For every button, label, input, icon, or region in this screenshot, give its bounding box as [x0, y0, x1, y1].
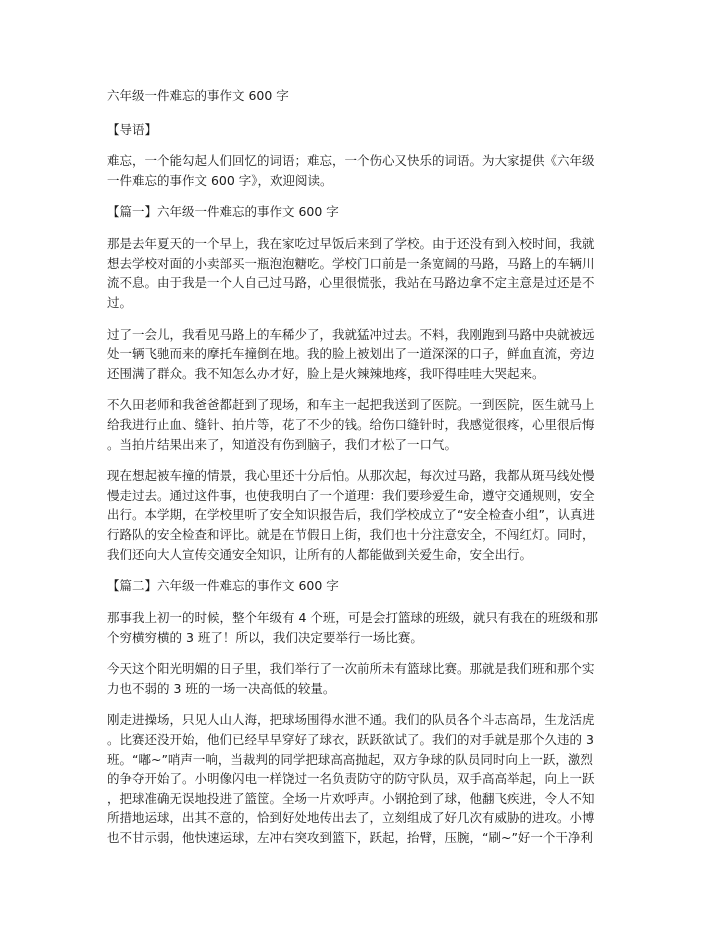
part1-heading: 【篇一】六年级一件难忘的事作文 600 字	[107, 204, 339, 220]
text-line: 刚走进操场，只见人山人海，把球场围得水泄不通。我们的队员各个斗志高昂，生龙活虎	[107, 712, 595, 728]
text-line: 行路队的安全检查和评比。就是在节假日上街，我们也十分注意安全，不闯红灯。同时，	[107, 526, 595, 542]
intro-paragraph	[107, 151, 615, 190]
part2-heading: 【篇二】六年级一件难忘的事作文 600 字	[107, 578, 339, 594]
text-line: 过了一会儿，我看见马路上的车稀少了，我就猛冲过去。不料，我刚跑到马路中央就被远	[107, 326, 595, 342]
text-line: 。比赛还没开始，他们已经早早穿好了球衣，跃跃欲试了。我们的对手就是那个久违的 3	[107, 732, 594, 748]
text-line: 出行。本学期，在学校里听了安全知识报告后，我们学校成立了“安全检查小组”，认真进	[107, 507, 595, 523]
text-line: 今天这个阳光明媚的日子里，我们举行了一次前所未有篮球比赛。那就是我们班和那个实	[107, 661, 595, 677]
document-title: 六年级一件难忘的事作文 600 字	[107, 88, 289, 103]
text-line: 还围满了群众。我不知怎么办才好，脸上是火辣辣地疼，我吓得哇哇大哭起来。	[107, 365, 545, 381]
text-line: 一件难忘的事作文 600 字》，欢迎阅读。	[107, 172, 333, 188]
text-line: 那是去年夏天的一个早上，我在家吃过早饭后来到了学校。由于还没有到入校时间，我就	[107, 236, 595, 252]
part1-paragraph-2	[107, 325, 615, 384]
text-line: 不久田老师和我爸爸都赶到了现场，和车主一起把我送到了医院。一到医院，医生就马上	[107, 397, 595, 413]
text-line: 给我进行止血、缝针、拍片等，花了不少的钱。给伤口缝针时，我感觉很疼，心里很后悔	[107, 416, 595, 432]
text-line: 想去学校对面的小卖部买一瓶泡泡糖吃。学校门口前是一条宽阔的马路，马路上的车辆川	[107, 255, 595, 271]
text-line: 流不息。由于我是一个人自己过马路，心里很慌张，我站在马路边拿不定主意是过还是不	[107, 275, 595, 291]
text-line: 所措地运球，出其不意的，恰到好处地传出去了，立刻组成了好几次有威胁的进攻。小博	[107, 810, 595, 826]
text-line: 力也不弱的 3 班的一场一决高低的较量。	[107, 680, 336, 696]
part2-paragraph-2	[107, 659, 615, 698]
part2-paragraph-3	[107, 710, 615, 847]
text-line: 的争夺开始了。小明像闪电一样饶过一名负责防守的防守队员，双手高高举起，向上一跃	[107, 771, 595, 787]
document-page	[107, 86, 615, 860]
text-line: 班。“嘟~”哨声一响，当裁判的同学把球高高抛起，双方争球的队员同时向上一跃，激烈	[107, 751, 593, 767]
guide-heading: 【导语】	[107, 122, 158, 137]
text-line: 也不甘示弱，他快速运球，左冲右突攻到篮下，跃起，抬臂，压腕，“刷~”好一个干净利	[107, 830, 593, 846]
text-line: 慢走过去。通过这件事，也使我明白了一个道理：我们要珍爱生命，遵守交通规则，安全	[107, 487, 595, 503]
part1-paragraph-1	[107, 234, 615, 312]
text-line: 过。	[107, 294, 133, 310]
text-line: 处一辆飞驰而来的摩托车撞倒在地。我的脸上被划出了一道深深的口子，鲜血直流，旁边	[107, 346, 595, 362]
text-line: 。当拍片结果出来了，知道没有伤到脑子，我们才松了一口气。	[107, 436, 458, 452]
text-line: 个穷横穷横的 3 班了！所以，我们决定要举行一场比赛。	[107, 629, 423, 645]
text-line: 我们还向大人宣传交通安全知识，让所有的人都能做到关爱生命，安全出行。	[107, 546, 533, 562]
text-line: 那事我上初一的时候，整个年级有 4 个班，可是会打篮球的班级，就只有我在的班级和那	[107, 610, 598, 626]
text-line: 现在想起被车撞的情景，我心里还十分后怕。从那次起，每次过马路，我都从斑马线处慢	[107, 468, 595, 484]
part1-paragraph-4	[107, 466, 615, 564]
text-line: ，把球准确无误地投进了篮筐。全场一片欢呼声。小钢抢到了球，他翻飞疾进，令人不知	[107, 790, 595, 806]
text-line: 难忘，一个能勾起人们回忆的词语；难忘，一个伤心又快乐的词语。为大家提供《六年级	[107, 153, 595, 168]
part1-paragraph-3	[107, 395, 615, 454]
part2-paragraph-1	[107, 608, 615, 647]
